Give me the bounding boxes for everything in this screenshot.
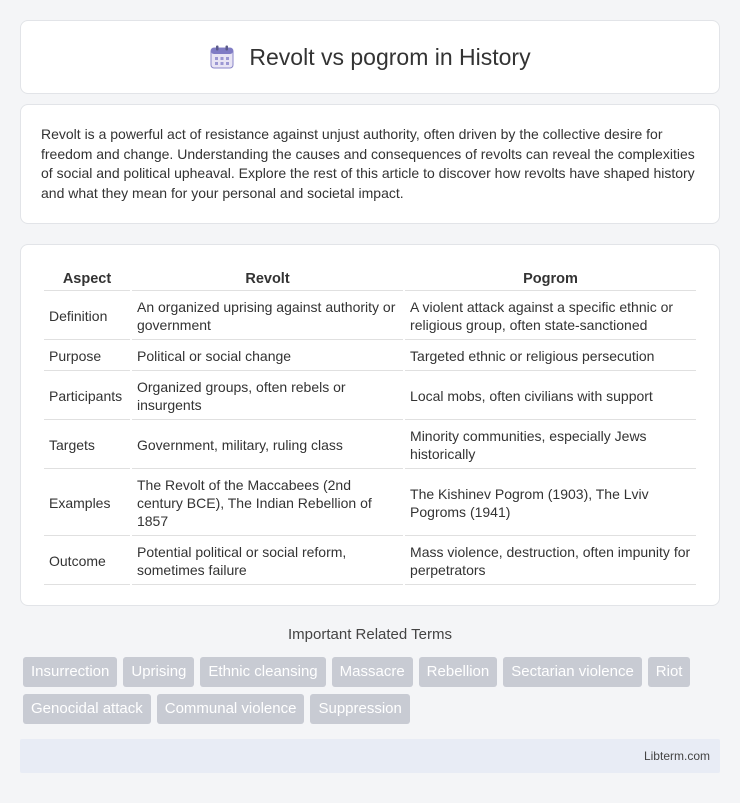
intro-card [20, 104, 720, 224]
footer-site-link[interactable]: Libterm.com [643, 749, 710, 763]
related-terms-title: Important Related Terms [288, 626, 452, 643]
term-tag[interactable]: Sectarian violence [503, 657, 642, 687]
aspect-cell: Outcome [44, 538, 130, 585]
term-tag[interactable]: Genocidal attack [23, 694, 151, 724]
term-tag[interactable]: Communal violence [157, 694, 305, 724]
revolt-cell: Political or social change [132, 342, 403, 371]
term-tag[interactable]: Insurrection [23, 657, 117, 687]
comparison-card [20, 244, 720, 606]
calendar-icon [209, 44, 235, 70]
term-tag[interactable]: Ethnic cleansing [200, 657, 325, 687]
aspect-cell: Definition [44, 293, 130, 340]
column-header: Aspect [44, 269, 130, 291]
column-header: Pogrom [405, 269, 696, 291]
aspect-cell: Purpose [44, 342, 130, 371]
aspect-cell: Participants [44, 373, 130, 420]
pogrom-cell: The Kishinev Pogrom (1903), The Lviv Pogroms (1941) [405, 471, 696, 536]
column-header: Revolt [132, 269, 403, 291]
table-header-row [44, 269, 696, 291]
table-row [44, 373, 696, 420]
header-card [20, 20, 720, 94]
revolt-cell: The Revolt of the Maccabees (2nd century BCE), The Indian Rebellion of 1857 [132, 471, 403, 536]
pogrom-cell: Local mobs, often civilians with support [405, 373, 696, 420]
revolt-cell: Organized groups, often rebels or insurgents [132, 373, 403, 420]
table-row [44, 342, 696, 371]
pogrom-cell: Minority communities, especially Jews historically [405, 422, 696, 469]
term-tag[interactable]: Riot [648, 657, 691, 687]
term-tag[interactable]: Rebellion [419, 657, 498, 687]
pogrom-cell: Mass violence, destruction, often impunity for perpetrators [405, 538, 696, 585]
pogrom-cell: Targeted ethnic or religious persecution [405, 342, 696, 371]
table-row [44, 538, 696, 585]
table-row [44, 422, 696, 469]
table-row [44, 293, 696, 340]
intro-text: Revolt is a powerful act of resistance against unjust authority, often driven by the collective desire for freedom and change. Understanding the causes and consequences of revolts can reveal the complexities of social and political upheaval. Explore the rest of this article to discover how revolts have shaped history and what they mean for your personal and societal impact. [41, 126, 695, 201]
term-tag[interactable]: Massacre [332, 657, 413, 687]
related-terms-list [23, 657, 723, 731]
pogrom-cell: A violent attack against a specific ethnic or religious group, often state-sanctioned [405, 293, 696, 340]
comparison-table [42, 267, 698, 587]
revolt-cell: An organized uprising against authority or government [132, 293, 403, 340]
aspect-cell: Examples [44, 471, 130, 536]
revolt-cell: Potential political or social reform, sometimes failure [132, 538, 403, 585]
footer [20, 739, 720, 773]
term-tag[interactable]: Suppression [310, 694, 409, 724]
revolt-cell: Government, military, ruling class [132, 422, 403, 469]
term-tag[interactable]: Uprising [123, 657, 194, 687]
table-row [44, 471, 696, 536]
page-title: Revolt vs pogrom in History [249, 43, 531, 70]
aspect-cell: Targets [44, 422, 130, 469]
